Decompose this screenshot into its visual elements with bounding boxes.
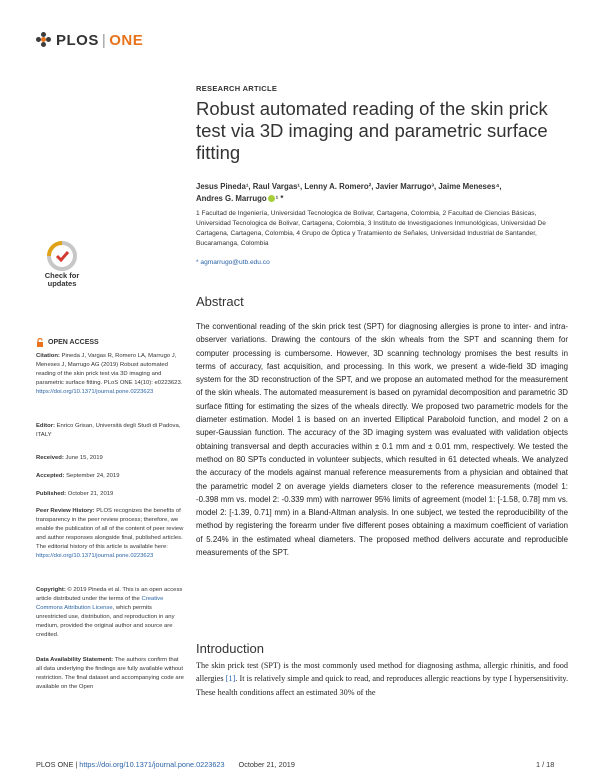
peer-review-link[interactable]: https://doi.org/10.1371/journal.pone.0223623 <box>36 553 154 559</box>
introduction-text <box>196 659 568 699</box>
received-label: Received: <box>36 455 64 461</box>
copyright-text: © 2019 Pineda et al. This is an open access article distributed under the terms of the <box>36 587 183 602</box>
peer-review-label: Peer Review History: <box>36 508 95 514</box>
authors-line-2 <box>196 193 576 205</box>
affiliations: 1 Facultad de Ingeniería, Universidad Tecnologica de Bolivar, Cartagena, Colombia, 2 Facultad de Ciencias Básicas, Universidad Tecnologica de Bolivar, Cartagena, Colombia, 3 Instituto de Investigaciones Inmunológicas, Universidad De Cartagena, Cartagena, Colombia, 4 Grupo de Óptica y Tratamiento de Señales, Universidad Industrial de Santander, Bucaramanga, Colombia <box>196 210 546 247</box>
intro-text-end: . It is relatively simple and quick to read, and reproduces allergic reactions by type I hypersensitivity. These health conditions affect an estimated 30% of the <box>196 674 568 697</box>
editor-label: Editor: <box>36 423 55 429</box>
author-marks: ¹ * <box>275 194 284 203</box>
author-marrugo: Andres G. Marrugo <box>196 194 267 203</box>
citation-label: Citation: <box>36 353 60 359</box>
journal-logo <box>36 30 143 50</box>
open-access-label <box>36 338 99 347</box>
accepted-label: Accepted: <box>36 473 65 479</box>
footer-doi-link[interactable]: https://doi.org/10.1371/journal.pone.0223623 <box>79 760 225 769</box>
badge-line-1: Check for <box>44 271 80 280</box>
license-link[interactable]: Creative Commons Attribution License <box>36 596 164 611</box>
article-title: Robust automated reading of the skin prick test via 3D imaging and parametric surface fitting <box>196 98 548 163</box>
received-date: June 15, 2019 <box>63 455 103 461</box>
editor-text: Enrico Grisan, Università degli Studi di Padova, ITALY <box>36 423 181 438</box>
published-date: October 21, 2019 <box>66 491 114 497</box>
page-number: 1 / 18 <box>536 760 555 769</box>
footer-date: October 21, 2019 <box>238 760 295 769</box>
corresponding-email[interactable]: * agmarrugo@utb.edu.co <box>196 259 270 266</box>
data-availability-block <box>36 656 184 692</box>
editor-block <box>36 422 184 440</box>
peer-review-block <box>36 507 184 561</box>
introduction-heading: Introduction <box>196 641 264 656</box>
copyright-block <box>36 586 184 640</box>
received-block <box>36 454 184 463</box>
author-list <box>196 181 576 205</box>
data-availability-text: The authors confirm that all data underlying the findings are fully available without restriction. The final dataset and accompanying code are available on the Open <box>36 657 184 690</box>
logo-divider: | <box>101 31 107 49</box>
logo-one-text: ONE <box>109 31 144 49</box>
logo-plos-text: PLOS <box>56 31 99 49</box>
badge-line-2: updates <box>47 279 77 288</box>
article-type: RESEARCH ARTICLE <box>196 84 278 93</box>
footer-separator: | <box>73 760 80 769</box>
check-for-updates-icon <box>38 240 86 290</box>
copyright-text-end: , which permits unrestricted use, distribution, and reproduction in any medium, provided the original author and source are credited. <box>36 605 175 638</box>
abstract-heading: Abstract <box>196 294 244 309</box>
accepted-block <box>36 472 184 481</box>
copyright-label: Copyright: <box>36 587 66 593</box>
plos-logo-icon <box>36 32 52 48</box>
citation-text: Pineda J, Vargas R, Romero LA, Marrugo J, Meneses J, Marrugo AG (2019) Robust automated reading of the skin prick test via 3D imaging and parametric surface fitting. PLoS ONE 14(10): e0223623. <box>36 353 183 386</box>
page-footer <box>36 760 295 769</box>
accepted-date: September 24, 2019 <box>64 473 120 479</box>
data-availability-label: Data Availability Statement: <box>36 657 114 663</box>
peer-review-text: PLOS recognizes the benefits of transparency in the peer review process; therefore, we enable the publication of all of the content of peer review and author responses alongside final, published articles. The editorial history of this article is available here: <box>36 508 184 550</box>
open-access-text: OPEN ACCESS <box>48 339 99 346</box>
footer-journal: PLOS ONE <box>36 760 74 769</box>
abstract-text: The conventional reading of the skin prick test (SPT) for diagnosing allergies is prone to inter- and intra-observer variations. Drawing the contours of the skin wheals from the SPT and scanning them for computer processing is cumbersome. However, 3D scanning technology promises the best results in terms of accuracy, fast acquisition, and processing. In this work, we present a wide-field 3D imaging system for the 3D reconstruction of the SPT, and we propose an automated method for the measurement of the skin wheals. The automated measurement is based on pyramidal decomposition and parametric 3D surface fitting for estimating the sizes of the wheals directly. We proposed two parametric models for the diameter estimation. Model 1 is based on an inverted Elliptical Paraboloid function, and model 2 on a super-Gaussian function. The accuracy of the 3D imaging system was evaluated with validation objects obtaining transversal and depth accuracies within ± 0.1 mm and ± 0.01 mm, respectively. We tested the method on 80 SPTs conducted in volunteer subjects, which resulted in 61 detected wheals. We analyzed the accuracy of the models against manual reference measurements from a physician and obtained that the parametric model 2 on average yields diameters closer to the reference measurements (model 1: -0.398 mm vs. model 2: -0.339 mm) with narrower 95% limits of agreement (model 1: [-1.58, 0.78] mm vs. model 2: [-1.39, 0.71] mm) in a Bland-Altman analysis. In one subject, we tested the reproducibility of the method by registering the forearm under five different poses obtaining a maximum coefficient of variation of 5.24% in the estimated wheal diameters. The proposed method delivers accurate and reproducible measurements of the SPT. <box>196 322 568 558</box>
published-label: Published: <box>36 491 67 497</box>
intro-text-start: The skin prick test (SPT) is the most commonly used method for diagnosing asthma, allergic rhinitis, and food allergies <box>196 661 568 684</box>
citation-block <box>36 352 184 397</box>
reference-link[interactable]: [1] <box>225 674 236 684</box>
open-lock-icon <box>36 338 44 347</box>
check-for-updates-badge[interactable] <box>38 240 86 290</box>
published-block <box>36 490 184 499</box>
orcid-icon[interactable] <box>268 195 275 202</box>
authors-line-1: Jesus Pineda¹, Raul Vargas¹, Lenny A. Romero², Javier Marrugo³, Jaime Meneses⁴, <box>196 182 502 191</box>
citation-doi-link[interactable]: https://doi.org/10.1371/journal.pone.0223623 <box>36 389 154 395</box>
